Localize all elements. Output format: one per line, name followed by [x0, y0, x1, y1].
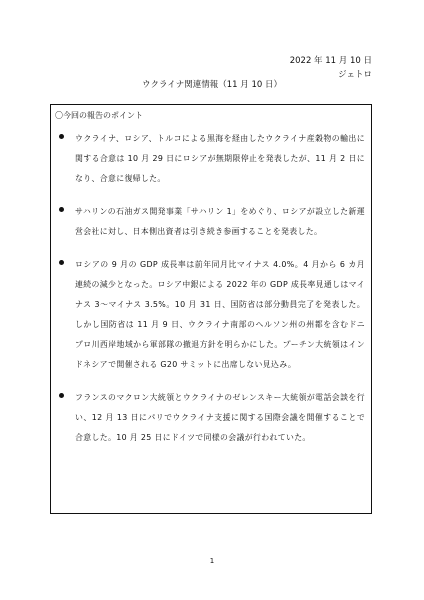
page-number: 1	[209, 557, 215, 565]
key-point-item	[51, 202, 373, 242]
key-points-box	[50, 104, 372, 514]
bullet-icon	[59, 260, 64, 265]
key-point-text: ウクライナ、ロシア、トルコによる黒海を経由したウクライナ産穀物の輸出に関する合意は 10 月 29 日にロシアが無期限停止を発表したが、11 月 2 日になり、合意に復帰した。	[75, 134, 365, 183]
organization-name: ジェトロ	[338, 70, 372, 80]
document-date: 2022 年 11 月 10 日	[289, 56, 372, 66]
key-points-heading: 〇今回の報告のポイント	[55, 111, 143, 120]
key-point-text: ロシアの 9 月の GDP 成長率は前年同月比マイナス 4.0%。4 月から 6 カ月連続の減少となった。ロシア中銀による 2022 年の GDP 成長率見通しはマイナス 3～マイナス 3.5%。10 月 31 日、国防省は部分動員完了を発表した。しかし国防省は 11 月 9 日、ウクライナ南部のヘルソン州の州都を含むドニプロ川西岸地域から軍部隊の撤退方針を明らかにした。プーチン大統領はインドネシアで開催される G20 サミットに出席しない見込み。	[75, 260, 365, 369]
bullet-icon	[59, 393, 64, 398]
key-point-text: フランスのマクロン大統領とウクライナのゼレンスキー大統領が電話会談を行い、12 月 13 日にパリでウクライナ支援に関する国際会議を開催することで合意した。10 月 25 日にドイツで同様の会議が行われていた。	[75, 393, 365, 442]
bullet-icon	[59, 207, 64, 212]
key-point-item	[51, 255, 373, 375]
bullet-icon	[59, 134, 64, 139]
key-point-item	[51, 388, 373, 448]
key-point-item	[51, 129, 373, 189]
key-points-list	[51, 129, 373, 461]
key-point-text: サハリンの石油ガス開発事業「サハリン 1」をめぐり、ロシアが設立した新運営会社に対し、日本側出資者は引き続き参画することを発表した。	[75, 207, 365, 236]
document-title: ウクライナ関連情報（11 月 10 日）	[142, 80, 282, 90]
